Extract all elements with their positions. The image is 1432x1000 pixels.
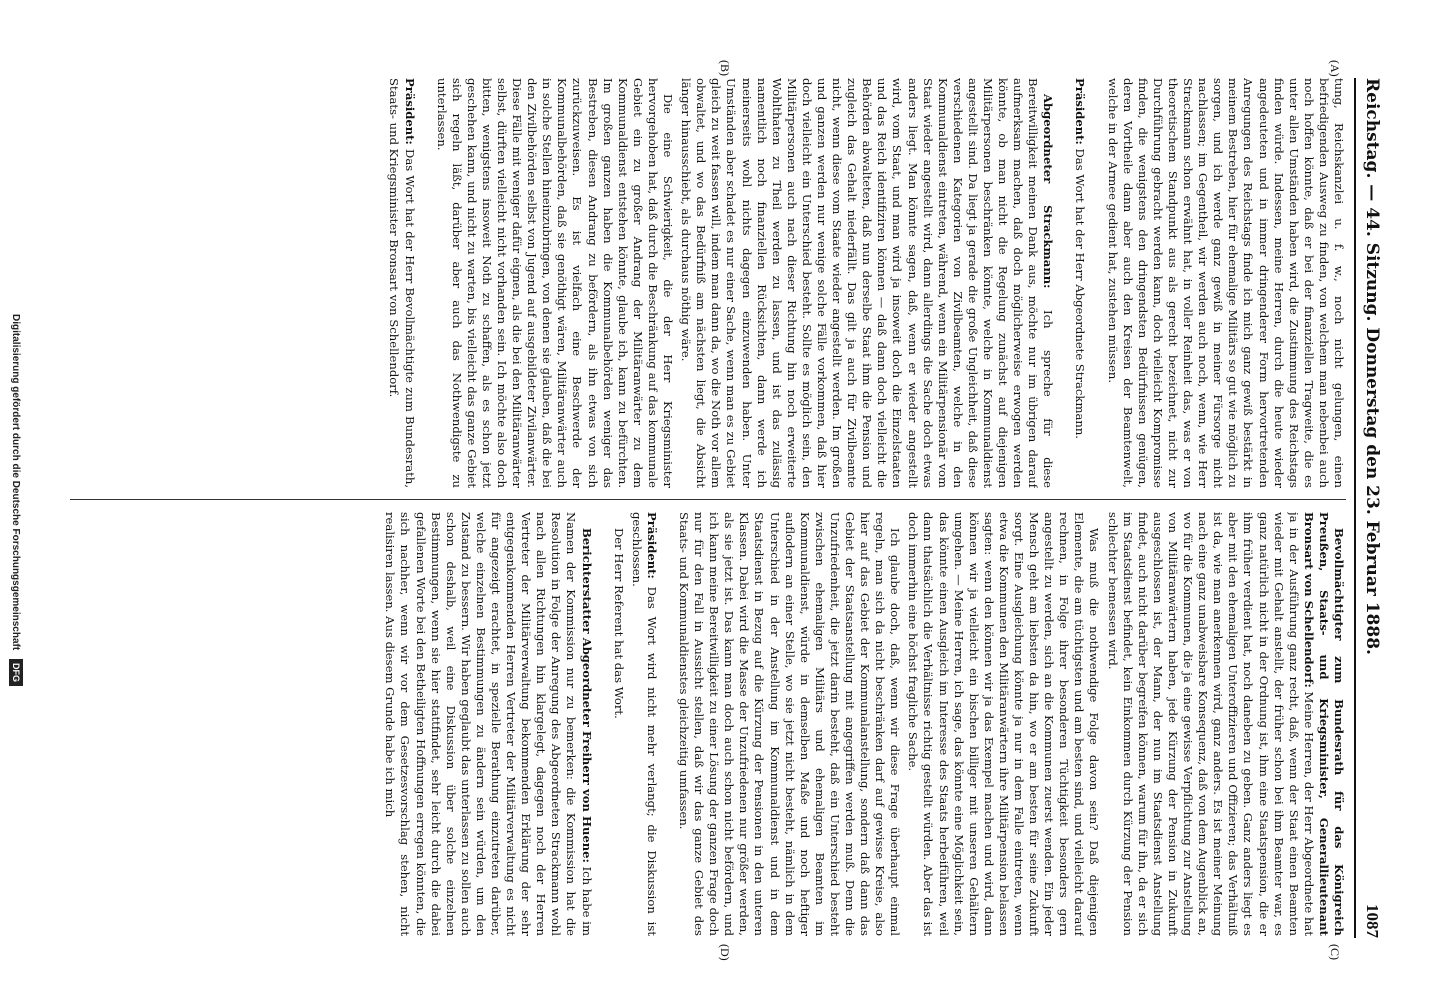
paragraph-spacer xyxy=(417,78,431,488)
paragraph-text: Was muß die nothwendige Folge davon sein? Daß diejenigen Elemente, die am tüchtigsten und am besten sind, und vielleicht darauf rechnen, in Folge ihrer besonderen Tüchtigkeit besonders gern angestellt zu werden, sich an die Kommunen zuerst wenden. Ein jeder Mensch geht am liebsten da hin, wo er am besten für seine Zukunft sorgt. Eine Ausgleichung könnte ja nur in dem Falle eintreten, wenn etwa die Kommunen den Militäranwärtern ihre Militärpension belassen sagten: wenn den können wir ja das Exempel machen und wird, dann können wir ja vielleicht ein bischen billiger mit unseren Gehältern umgehen. — Meine Herren, ich sage, das könnte eine Möglichkeit sein, das könnte einen Ausgleich im Interesse des Staats herbeiführen, weil dann thatsächlich die Verhältnisse richtig gestellt würden. Aber das ist doch immerhin eine höchst fragliche Sache. xyxy=(906,512,1102,936)
paragraph xyxy=(676,512,902,936)
paragraph xyxy=(1072,78,1087,488)
margin-marker-a: (A) xyxy=(1328,60,1342,77)
paragraph-text: Die eine Schwierigkeit, die der Herr Kriegsminister hervorgehoben hat, daß durch die Beschränkung auf das kommunale Gebiet ein zu großer Andrang der Militäranwärter zu dem Kommunaldienst entstehen könnte, glaube ich, kann zu befürchten. Im großen ganzen haben die Kommunalbehörden weniger das Bestreben, diesen Andrang zu befördern, als ihn etwas von sich zurückzuweisen. Es ist vielfach eine Beschwerde der Kommunalbehörden, daß sie genöthigt wären, Militäranwärter auch in solche Stellen hineinzubringen, von denen sie glauben, daß die bei den Zivilbehörden selbst von Jugend auf ausgebildeter Zivilanwärter. Diese Fälle mit weniger dafür eignen, als die bei den Militäranwärter selbst, dürften vielleicht nicht vorhanden sein. Ich möchte also doch bitten, wenigstens insoweit Noth zu schaffen, als es schon jetzt geschehen kann, und nicht zu warten, bis vielleicht das ganze Gebiet sich regeln läßt, darüber aber auch das Nothwendigste zu unterlassen. xyxy=(434,78,676,488)
dfg-badge: DFG xyxy=(9,659,23,686)
right-column xyxy=(70,512,1346,936)
paragraph-text: Das Wort hat der Herr Bevollmächtigte zum Bundesrath, Staats- und Kriegsminister Bronsart von Schellendorf. xyxy=(387,78,417,488)
paragraph xyxy=(1105,78,1347,488)
margin-marker-d: (D) xyxy=(718,944,732,961)
paragraph-text: tung, Reichskanzlei u. f. w., noch nicht gelungen, einen befriedigenden Ausweg zu finden, von welchem man nebenbei auch noch hoffen könnte, daß er bei der finanziellen Tragweite, die es unter allen Umständen haben wird, die Zustimmung des Reichstags finden würde. Indessen, meine Herren, durch die heute wieder angedeuteten und in immer dringenderer Form hervortretenden Anregungen des Reichstags finde ich mich ganz gewiß bestärkt in meinem Bestreben, hier für ehemalige Militärs so gut wie möglich zu sorgen, und ich werde ganz gewiß in meiner Fürsorge nicht nachlassen; im Gegentheil, wir werden auch noch, wenn, wie Herr Strackmann schon erwähnt hat, in voller Reinheit das, was er von theoretischem Standpunkt aus als gerecht bezeichnet, nicht zur Durchführung gebracht werden kann, doch vielleicht Kompromisse finden, die wenigstens den dringendsten Bedürfnissen genügen, deren Vortheile dann aber auch den Kreisen der Beamtenwelt, welche in der Armee gedient hat, zustehen müssen. xyxy=(1105,78,1346,488)
paragraph xyxy=(434,78,676,488)
footer-text: Digitalisierung gefördert durch die Deutsche Forschungsgemeinschaft xyxy=(10,314,21,651)
paragraph-text: Ich spreche für diese Bereitwilligkeit meinen Dank aus, möchte nur im übrigen darauf aufmerksam machen, daß doch möglicherweise erwogen werden könnte, ob man nicht die Regelung zunächst auf diejenigen Militärpersonen beschränken könnte, welche in Kommunaldienst angestellt sind. Da liegt ja gerade die große Ungleichheit, daß diese verschiedenen Kategorien von Zivilbeamten, welche in den Kommunaldienst eintreten, während, wenn ein Militärpensionär vom Staat wieder angestellt wird, dann allerdings die Sache doch etwas anders liegt. Man könnte sagen, daß, wenn er wieder angestellt wird, vom Staat, und man wird ja insoweit doch die Einzelstaaten und das Reich identifiziren können — daß dann doch vielleicht die Behörden abwalteten, daß nun derselbe Staat ihm die Pension und zugleich das Gehalt niederfällt. Das gilt ja auch für Zivilbeamte nicht, wenn diese vom Staate wieder angestellt werden. Im großen und ganzen werden nur wenige solche Fälle vorkommen, daß hier doch vielleicht ein Unterschied besteht. Sollte es möglich sein, den Militärpersonen auch nach dieser Richtung hin noch erweiterte Wohlthaten zu Theil werden zu lassen, und ist das zulässig namentlich noch finanziellen Rücksichten, dann werde ich meinerseits wohl nichts dagegen einzuwenden haben. Unter Umständen aber schadet es nur einer Sache, wenn man es zu Gebiet gleich zu weit fassen will, indem man dann da, wo die Noth vor allem obwaltet, und wo das Bedürfniß am nächsten liegt, die Absicht länger hinausschiebt, als durchaus nöthig wäre. xyxy=(679,78,1056,488)
speaker-name: Präsident: xyxy=(1073,78,1088,145)
paragraph xyxy=(905,512,1101,936)
paragraph xyxy=(611,512,626,936)
paragraph xyxy=(1105,512,1347,936)
page-header xyxy=(1354,78,1386,938)
page-number: 1087 xyxy=(1363,904,1382,938)
paragraph-text: Ich glaube doch, daß, wenn wir diese Frage überhaupt einmal regeln, man sich da nicht beschränken darf auf gewisse Kreise, also hier auf das Gebiet der Kommunalanstellung, sondern daß dann das Gebiet der Staatsanstellung mit angegriffen werden muß. Denn die Unzufriedenheit, die jetzt darin besteht, daß ein Unterschied besteht zwischen ehemaligen Militärs und ehemaligen Beamten im Kommunaldienst, würde in demselben Maße und noch heftiger auflodern an einer Stelle, wo sie jetzt nicht besteht, nämlich in dem Unterschied in der Anstellung im Kommunaldienst und in dem Staatsdienst in Bezug auf die Kürzung der Pensionen in den unteren Klassen. Dabei wird die Masse der Unzufriedenen nur größer werden, als sie jetzt ist. Das kann man doch auch schon nicht befördern, und ich kann meine Bereitwilligkeit zu einer Lösung der ganzen Frage doch nur für den Fall in Aussicht stellen, daß wir das ganze Gebiet des Staats- und Kommunaldienstes gleichzeitig umfassen. xyxy=(676,512,903,936)
paragraph-spacer xyxy=(1088,78,1102,488)
speaker-name: Abgeordneter Strackmann: xyxy=(1041,94,1056,289)
paragraph-text: Das Wort wird nicht mehr verlangt; die Diskussion ist geschlossen. xyxy=(629,512,659,936)
header-title: Reichstag. — 44. Sitzung. Donnerstag den 23. Februar 1888. xyxy=(1362,78,1382,655)
speaker-name: Bevollmächtigter zum Bundesrath für das Königreich Preußen, Staats- und Kriegsminister, Generallieutenant Bronsart von Schellendorf: xyxy=(1301,512,1346,936)
paragraph-text: Ich habe im Namen der Kommission nur zu bemerken: die Kommission hat die Resolution in Folge der Anregung des Abgeordneten Strackmann wohl nach allen Richtungen hin klargelegt, dagegen noch der Herren Vertreter der Militärverwaltung bekommenden Erklärung der sehr entgegenkommenden Herren Vertreter der Militärverwaltung es nicht für angezeigt erachtet, in spezielle Berathung einzutreten darüber, welche einzelnen Bestimmungen zu ändern sein würden, um den Zustand zu bessern. Wir haben geglaubt das unterlassen zu sollen auch schon deshalb, weil eine Diskussion über solche einzelnen Bestimmungen, wenn sie hier stattfindet, sehr leicht durch die dabei gefallenen Worte bei den Betheiligten Hoffnungen erregen könnten, die sich nachher, wenn wir vor dem Gesetzesvorschlag stehen, nicht realisiren lassen. Aus diesem Grunde habe ich mich xyxy=(383,512,594,936)
paragraph xyxy=(629,512,659,936)
column-divider xyxy=(70,499,1346,500)
speaker-name: Berichterstatter Abgeordneter Freiherr von Huene: xyxy=(579,528,594,863)
paragraph-spacer xyxy=(659,512,673,936)
paragraph xyxy=(382,512,593,936)
digitization-footer xyxy=(6,0,24,1000)
paragraph xyxy=(386,78,416,488)
speaker-name: Präsident: xyxy=(402,78,417,145)
margin-marker-c: (C) xyxy=(1328,944,1342,960)
paragraph-text: Das Wort hat der Herr Abgeordnete Strackmann. xyxy=(1073,144,1088,439)
paragraph-spacer xyxy=(1055,78,1069,488)
left-column xyxy=(70,78,1346,488)
paragraph-text: Meine Herren, der Herr Abgeordnete hat ja in der Ausführung ganz recht, daß, wenn der Staat einen Beamten wieder mit Gehalt anstellt, der früher schon bei ihm Beamter war, es ganz natürlich nicht in der Ordnung ist, ihm eine Staatspension, die er ihm früher verdient hat, noch daneben zu geben. Ganz anders liegt es aber mit den ehemaligen Unteroffizieren und Offizieren; das Verhältniß ist da, wie man anerkennen wird, ganz anders. Es ist meiner Meinung nach eine ganz unabweisbare Konsequenz, daß von dem Augenblick an, wo für die Kommunen, die ja eine gewisse Verpflichtung zur Anstellung von Militäranwärtern haben, jede Kürzung der Pension in Zukunft ausgeschlossen ist, der Mann, der nun im Staatsdienst Anstellung findet, auch nicht darüber begreifen können, warum für ihn, da er sich im Staatsdienst befindet, kein Einkommen durch Kürzung der Pension schlechter bemessen wird. xyxy=(1105,512,1316,936)
paragraph xyxy=(678,78,1055,488)
speaker-name: Präsident: xyxy=(644,512,659,579)
paragraph-text: Der Herr Referent hat das Wort. xyxy=(611,528,626,719)
margin-marker-b: (B) xyxy=(718,60,732,76)
paragraph-spacer xyxy=(594,512,608,936)
